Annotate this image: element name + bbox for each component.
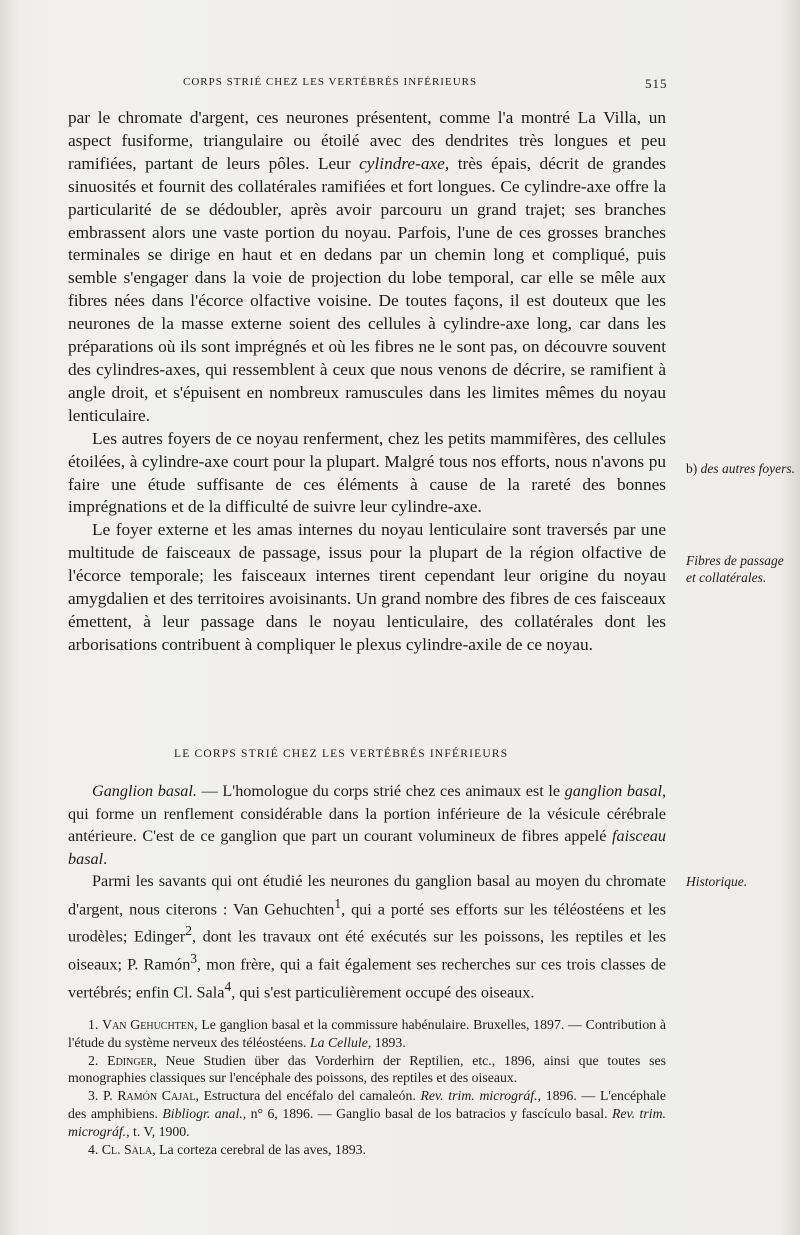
main-text — [68, 107, 666, 657]
footnote: 4. Cl. Sala, La corteza cerebral de las aves, 1893. — [88, 1141, 366, 1157]
paragraph: Parmi les savants qui ont étudié les neurones du ganglion basal au moyen du chromate d'argent, nous citerons : Van Gehuchten$^1$, qui a porté ses efforts sur les téléostéens et les urodèles; Edinger$^2$, dont les travaux ont été exécutés sur les poissons, les reptiles et les oiseaux; P. Ramón$^3$, mon frère, qui a fait également ses recherches sur ces trois classes de vertébrés; enfin Cl. Sala$^4$, qui s'est particulièrement occupé des oiseaux. — [68, 872, 666, 1002]
paragraph: Le foyer externe et les amas internes du noyau lenticulaire sont traversés par une multitude de faisceaux de passage, issus pour la plupart de la région olfactive de l'écorce temporale; les faisceaux internes tirent cependant leur origine du noyau amygdalien et des territoires avoisinants. Un grand nombre des fibres de ces faisceaux émettent, à leur passage dans le noyau lenticulaire, des collatérales dont les arborisations contribuent à compliquer le plexus cylindre-axile de ce noyau. — [68, 520, 666, 654]
margin-note: Historique. — [686, 874, 748, 889]
margin-note: b) des autres foyers. — [686, 461, 795, 476]
footnote: 1. Van Gehuchten, Le ganglion basal et la commissure habénulaire. Bruxelles, 1897. — Contribution à l'étude du système nerveux des téléostéens. La Cellule, 1893. — [68, 1017, 667, 1050]
footnote-ref[interactable]: 2 — [185, 923, 192, 939]
page-number: 515 — [645, 76, 668, 91]
running-head — [0, 76, 800, 96]
paragraph: par le chromate d'argent, ces neurones présentent, comme l'a montré La Villa, un aspect fusiforme, triangulaire ou étoilé avec des dendrites très longues et peu ramifiées, partant de leurs pôles. Leur cylindre-axe, très épais, décrit de grandes sinuosités et fournit des collatérales ramifiées et fort longues. Ce cylindre-axe offre la particularité de se dédoubler, après avoir parcouru un grand trajet; ses branches embrassent alors une vaste portion du noyau. Parfois, l'une de ces grosses branches terminales se dirige en haut et en dedans par un chemin long et compliqué, puis semble s'engager dans la voie de projection du lobe temporal, car elle se mêle aux fibres nées dans l'écorce olfactive voisine. De toutes façons, il est douteux que les neurones de la masse externe soient des cellules à cylindre-axe long, car dans les préparations où ils sont imprégnés et où les fibres ne le sont pas, on découvre souvent des cylindres-axes, qui ressemblent à ceux que nous venons de décrire, se ramifient à angle droit, et s'épuisent en nombreux ramuscules dans les limites mêmes du noyau lenticulaire. — [68, 108, 667, 425]
section-heading: LE CORPS STRIÉ CHEZ LES VERTÉBRÉS INFÉRIEURS — [174, 748, 509, 760]
footnote: 2. Edinger, Neue Studien über das Vorderhirn der Reptilien, etc., 1896, ainsi que toutes ses monographies classiques sur l'encéphale des poissons, des reptiles et des oiseaux. — [68, 1052, 666, 1086]
section-text — [68, 780, 666, 1004]
footnote-ref[interactable]: 4 — [224, 979, 232, 995]
footnote-ref[interactable]: 3 — [190, 951, 198, 967]
footnote: 3. P. Ramón Cajal, Estructura del encéfalo del camaleón. Rev. trim. micrográf., 1896. — L'encéphale des amphibiens. Bibliogr. anal., n° 6, 1896. — Ganglio basal de los batracios y fascículo basal. Rev. trim. micrográf., t. V, 1900. — [68, 1088, 667, 1139]
footnote-ref[interactable]: 1 — [334, 895, 342, 911]
footnotes — [68, 1016, 666, 1158]
paragraph: Les autres foyers de ce noyau renferment, chez les petits mammifères, des cellules étoilées, à cylindre-axe court pour la plupart. Malgré tous nos efforts, nous n'avons pu faire une étude suffisante de ces éléments à cause de la rareté des bonnes imprégnations et de la difficulté de suivre leur cylindre-axe. — [68, 428, 666, 517]
margin-note: Fibres de passage et collatérales. — [686, 553, 784, 585]
paragraph: Ganglion basal. — L'homologue du corps strié chez ces animaux est le ganglion basal, qui forme un renflement considérable dans la portion inférieure de la vésicule cérébrale antérieure. C'est de ce ganglion que part un courant volumineux de fibres appelé faisceau basal. — [68, 782, 666, 868]
running-title: CORPS STRIÉ CHEZ LES VERTÉBRÉS INFÉRIEURS — [183, 76, 478, 88]
